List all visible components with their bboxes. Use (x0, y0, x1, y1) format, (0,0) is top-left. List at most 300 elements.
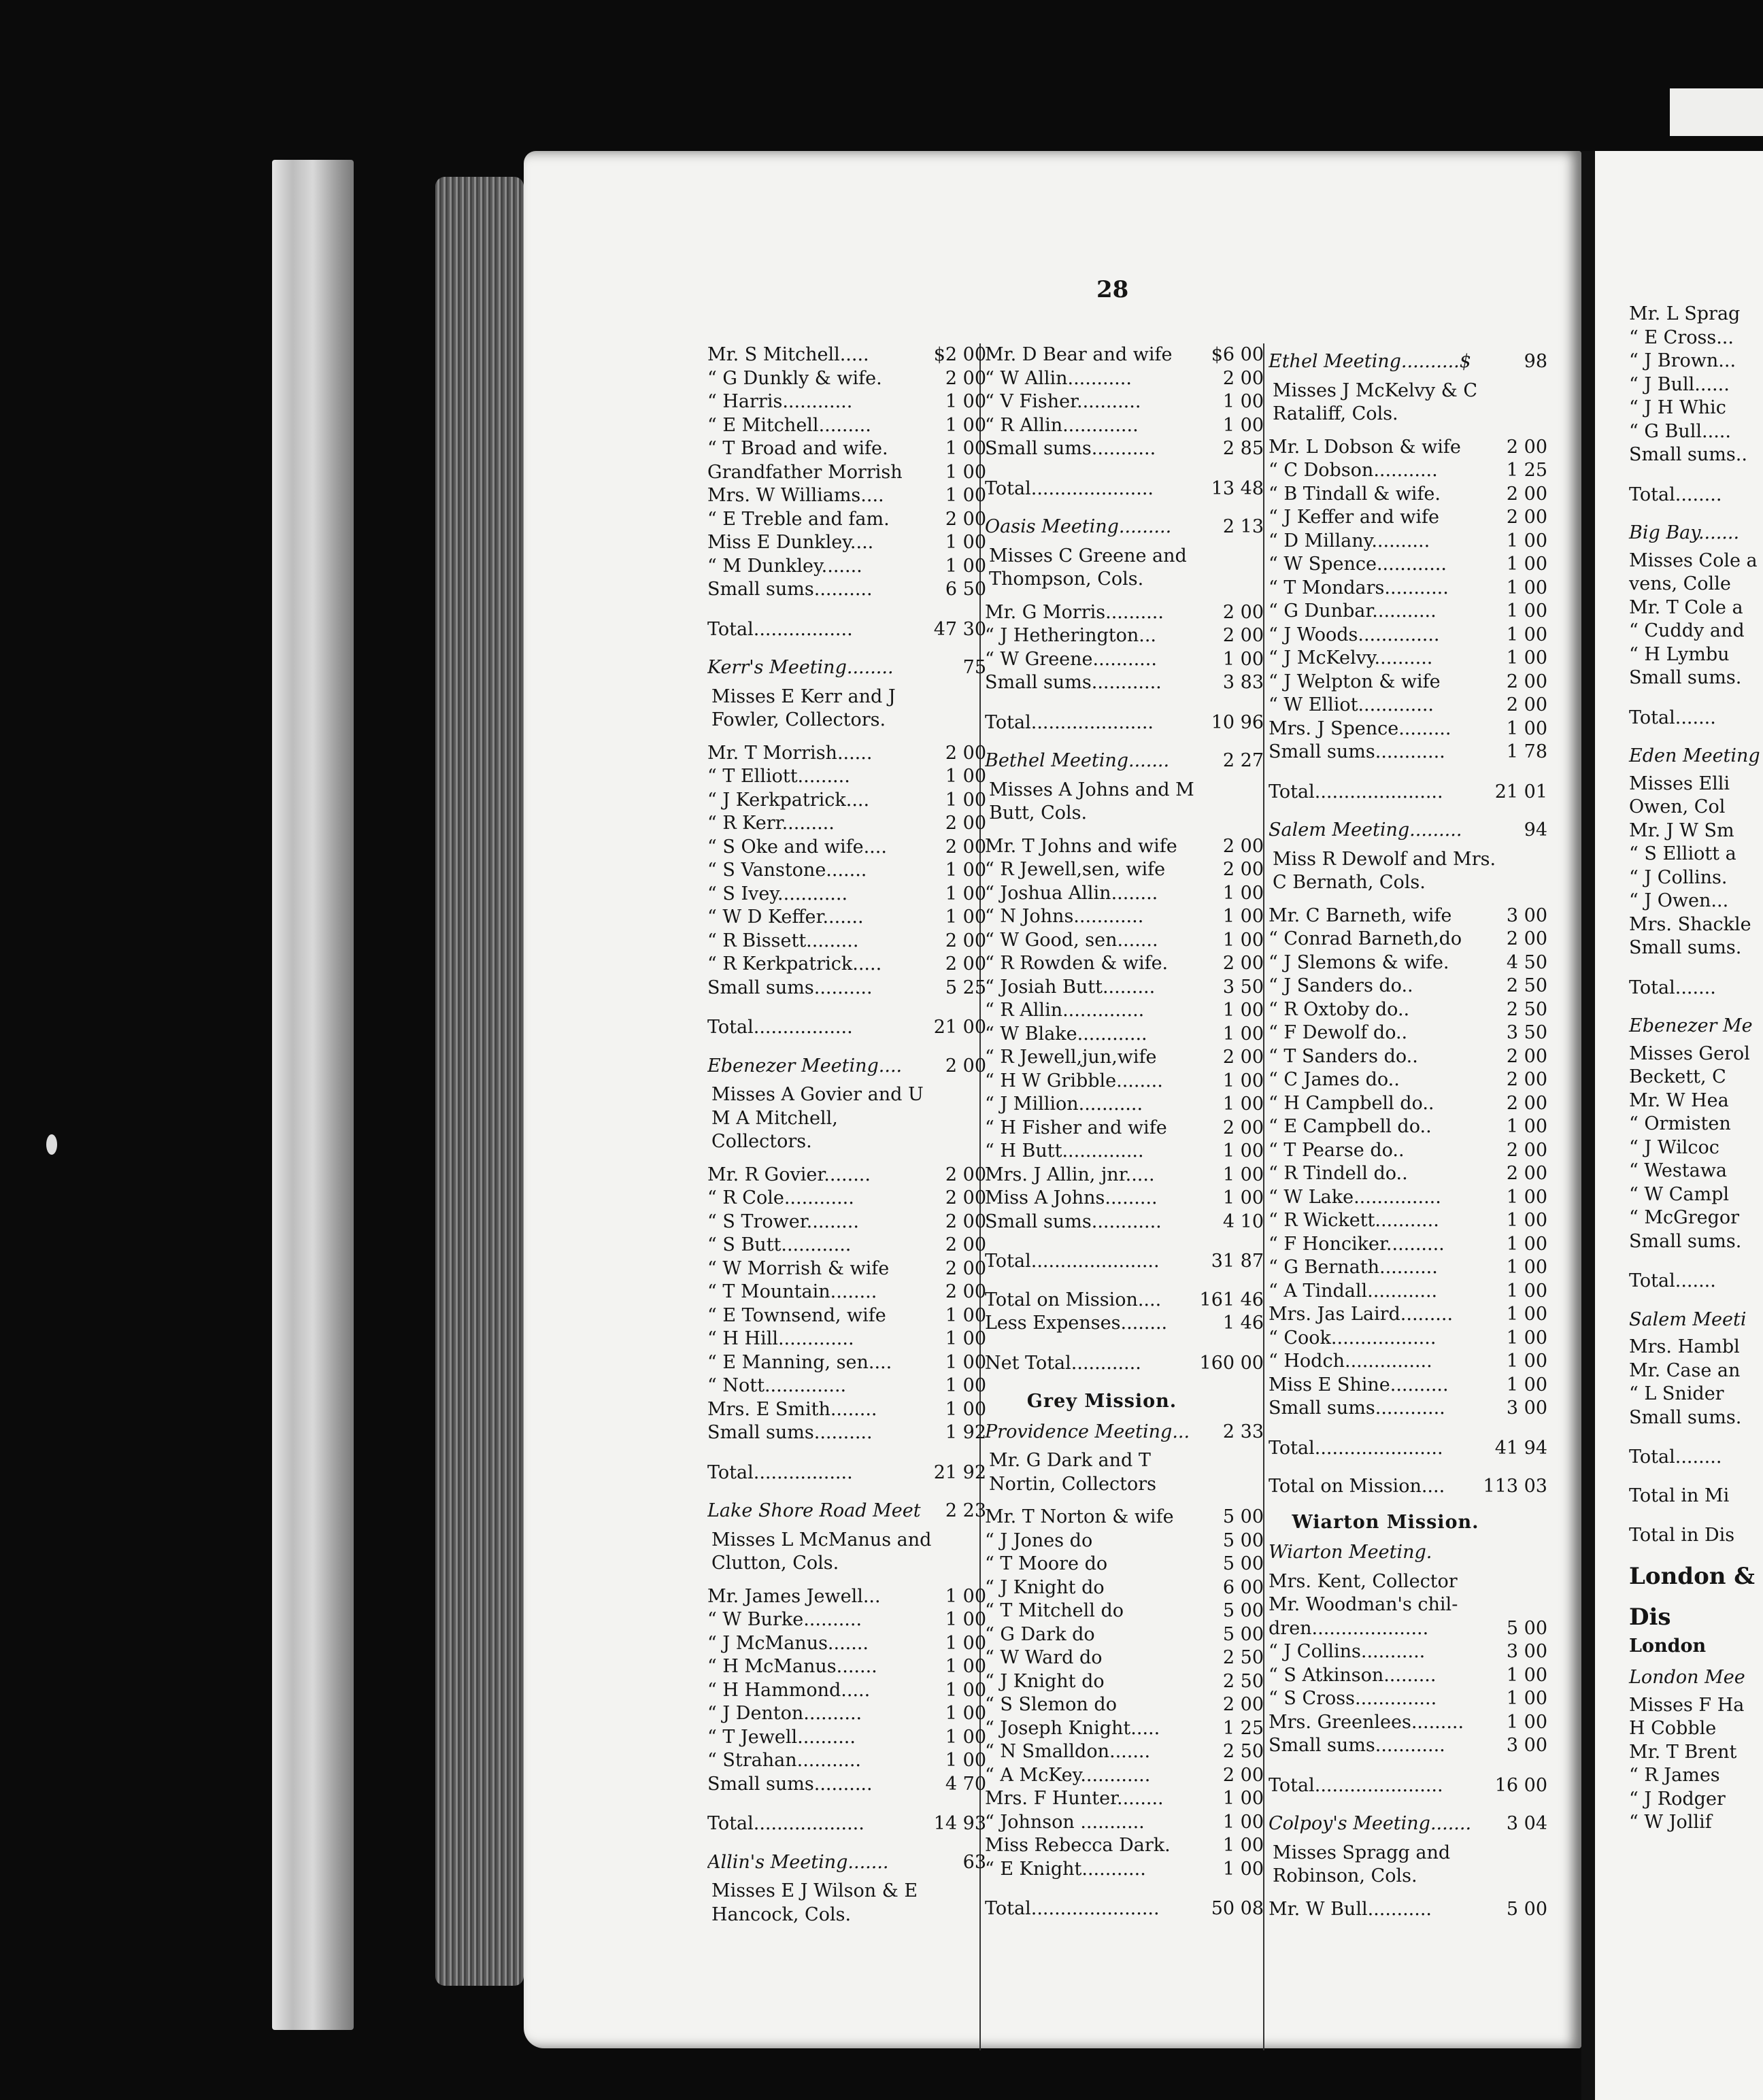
fragment-line: “ J Collins. (1629, 866, 1728, 888)
entry-amount: 1 00 (1506, 1327, 1547, 1349)
entry-name: “ J Knight do (985, 1576, 1105, 1598)
ledger-note (985, 1449, 1264, 1496)
entry-amount: 1 00 (1506, 1374, 1547, 1395)
entry-name: “ W Spence............ (1269, 554, 1447, 575)
ledger-column-1 (707, 343, 986, 1936)
entry-amount: 1 00 (945, 438, 986, 459)
fragment-line: London Mee (1629, 1667, 1745, 1688)
ledger-total (707, 1461, 986, 1485)
ledger-entry (707, 906, 986, 930)
ledger-entry (1269, 1115, 1547, 1139)
entry-amount: 1 00 (945, 1726, 986, 1748)
entry-amount: 21 00 (933, 1017, 986, 1038)
entry-name: Mrs. W Williams.... (707, 485, 884, 506)
entry-name: Ebenezer Meeting.... (707, 1055, 903, 1077)
ledger-entry (707, 1281, 986, 1304)
ledger-entry (985, 1117, 1264, 1140)
ledger-entry (1269, 1162, 1547, 1186)
entry-amount: 1 00 (1222, 1094, 1264, 1115)
ledger-entry (985, 648, 1264, 672)
entry-name: Mr. D Bear and wife (985, 344, 1173, 365)
entry-amount: 2 00 (945, 1187, 986, 1208)
fragment-line: Dis (1629, 1603, 1671, 1631)
ledger-entry (707, 1398, 986, 1422)
entry-name: “ H McManus....... (707, 1656, 877, 1677)
entry-name: “ R Allin.............. (985, 1000, 1145, 1021)
ledger-entry (985, 1289, 1264, 1312)
entry-amount (1219, 1390, 1264, 1414)
ledger-total (707, 1812, 986, 1836)
entry-name: “ R Jewell,jun,wife (985, 1047, 1157, 1068)
entry-amount: 1 00 (1506, 530, 1547, 552)
entry-amount: 2 00 (1506, 1163, 1547, 1184)
entry-name: “ J Million........... (985, 1094, 1143, 1115)
entry-name: “ G Bernath.......... (1269, 1257, 1438, 1278)
ledger-head (707, 1055, 986, 1079)
entry-amount: 113 03 (1483, 1476, 1547, 1497)
entry-name: Small sums............ (1269, 1735, 1445, 1756)
entry-name: Mr. James Jewell... (707, 1585, 881, 1607)
entry-amount: 2 00 (945, 930, 986, 951)
ledger-note (1269, 1842, 1547, 1889)
ledger-entry (707, 1679, 986, 1703)
entry-name: Total...................... (1269, 1437, 1443, 1459)
entry-amount: 2 00 (1222, 953, 1264, 974)
ledger-entry (707, 765, 986, 789)
entry-amount: 2 00 (1506, 483, 1547, 505)
entry-name: Misses Spragg and Robinson, Cols. (1273, 1842, 1451, 1886)
ledger-entry (985, 1164, 1264, 1187)
entry-name: Miss R Dewolf and Mrs. C Bernath, Cols. (1273, 848, 1496, 893)
fragment-line: Small sums. (1629, 1230, 1742, 1252)
entry-name: “ R Kerr......... (707, 813, 835, 834)
ledger-entry (707, 390, 986, 414)
entry-name: Grey Mission. (1026, 1391, 1177, 1412)
fragment-line: Mr. Case an (1629, 1359, 1741, 1381)
fragment-line: “ Westawa (1629, 1160, 1727, 1181)
entry-amount: 1 00 (1222, 391, 1264, 412)
entry-name: Misses A Govier and U M A Mitchell, Collectors. (711, 1084, 924, 1152)
entry-name: “ S Butt............ (707, 1234, 852, 1255)
entry-name: Small sums............ (1269, 741, 1445, 762)
entry-name: “ J Welpton & wife (1269, 671, 1441, 692)
entry-amount: 2 00 (1506, 694, 1547, 715)
entry-amount: 2 00 (1506, 1139, 1547, 1161)
entry-amount: 2 00 (945, 367, 986, 389)
fragment-line: “ McGregor (1629, 1207, 1740, 1228)
entry-amount (941, 1083, 986, 1154)
ledger-entry (1269, 741, 1547, 764)
fragment-line: Salem Meeti (1629, 1308, 1747, 1330)
entry-name: “ J McManus....... (707, 1632, 869, 1654)
ledger-head (707, 1851, 986, 1875)
fragment-line: Beckett, C (1629, 1066, 1726, 1087)
entry-name: “ T Mountain........ (707, 1281, 877, 1302)
entry-amount: 1 00 (1506, 1280, 1547, 1302)
page-gutter (1581, 151, 1595, 2100)
entry-amount: 5 00 (1222, 1529, 1264, 1551)
ledger-head (1269, 819, 1547, 843)
ledger-entry (985, 367, 1264, 391)
entry-amount: 2 13 (1222, 516, 1264, 537)
ledger-entry (985, 1093, 1264, 1117)
entry-amount (1502, 1570, 1547, 1594)
ledger-entry (707, 1632, 986, 1656)
entry-name: Mr. G Dark and T Nortin, Collectors (989, 1450, 1156, 1495)
fragment-line: Small sums. (1629, 937, 1742, 958)
ledger-head (1269, 1541, 1547, 1565)
ledger-entry (985, 1046, 1264, 1070)
entry-amount (1219, 545, 1264, 592)
entry-name: “ V Fisher........... (985, 391, 1141, 412)
entry-amount: 1 00 (945, 860, 986, 881)
ledger-entry (985, 1599, 1264, 1623)
entry-amount: 1 00 (1506, 600, 1547, 622)
entry-name: Oasis Meeting......... (985, 516, 1172, 537)
entry-name: Wiarton Meeting. (1269, 1542, 1432, 1563)
entry-name: Mr. G Morris.......... (985, 601, 1164, 623)
ledger-entry (1269, 1350, 1547, 1374)
entry-amount (1502, 848, 1547, 895)
ledger-column-3 (1269, 343, 1547, 1921)
ledger-entry (1269, 1092, 1547, 1116)
fragment-line: Total in Mi (1629, 1485, 1730, 1506)
ledger-head (1269, 1812, 1547, 1836)
entry-name: Small sums............ (985, 672, 1162, 693)
entry-name: “ A Tindall............ (1269, 1280, 1438, 1302)
ledger-entry (985, 1506, 1264, 1529)
entry-amount: 2 00 (1222, 835, 1264, 857)
entry-amount: 10 96 (1211, 711, 1264, 733)
entry-amount: 1 00 (945, 1585, 986, 1607)
ledger-entry (1269, 600, 1547, 624)
entry-name: “ A McKey............ (985, 1764, 1151, 1786)
entry-name: “ J Jones do (985, 1529, 1093, 1551)
entry-amount: 2 50 (1506, 998, 1547, 1020)
entry-amount: 161 46 (1199, 1289, 1264, 1310)
entry-name: Miss Rebecca Dark. (985, 1835, 1171, 1856)
fragment-line: Total........ (1629, 484, 1722, 505)
entry-name: “ W Ward do (985, 1647, 1103, 1668)
ledger-entry (707, 977, 986, 1000)
entry-name: Total...................... (1269, 781, 1443, 802)
ledger-entry (707, 789, 986, 813)
entry-amount: 1 00 (945, 532, 986, 553)
right-page-fragment (1629, 303, 1763, 1835)
ledger-entry (1269, 694, 1547, 717)
fragment-line: Eden Meeting (1629, 745, 1760, 766)
entry-amount: 1 00 (1506, 647, 1547, 668)
entry-name: Small sums.......... (707, 977, 873, 998)
entry-amount: 1 00 (1222, 1140, 1264, 1162)
fragment-line: Misses Gerol (1629, 1043, 1750, 1064)
entry-name: “ W Burke.......... (707, 1609, 862, 1630)
entry-name: Mrs. F Hunter........ (985, 1788, 1164, 1809)
fragment-line: “ R James (1629, 1765, 1720, 1786)
ledger-entry (1269, 1209, 1547, 1233)
ledger-entry (985, 624, 1264, 648)
ledger-entry (1269, 1711, 1547, 1735)
fragment-line: “ J H Whic (1629, 397, 1726, 418)
ledger-entry (985, 1670, 1264, 1694)
entry-name: “ S Trower......... (707, 1210, 859, 1232)
fragment-line: Mr. T Cole a (1629, 596, 1743, 618)
entry-name: “ S Slemon do (985, 1694, 1117, 1715)
ledger-entry (707, 578, 986, 602)
entry-amount: 2 00 (1506, 928, 1547, 949)
entry-name: “ Harris............ (707, 391, 853, 412)
entry-name: “ Cook.................. (1269, 1327, 1437, 1349)
entry-amount (1502, 379, 1547, 426)
entry-name: Total................. (707, 1017, 853, 1038)
ledger-entry (1269, 1280, 1547, 1304)
entry-amount: 1 00 (1222, 648, 1264, 670)
entry-name: “ S Oke and wife.... (707, 836, 887, 858)
fragment-line: “ J Brown... (1629, 350, 1736, 371)
ledger-entry (985, 671, 1264, 695)
entry-amount: 1 00 (945, 1304, 986, 1326)
ledger-entry (985, 1187, 1264, 1210)
entry-name: Net Total............ (985, 1352, 1141, 1374)
entry-amount: 1 00 (1222, 1788, 1264, 1809)
entry-name: “ E Knight........... (985, 1858, 1146, 1880)
ledger-entry (1269, 1045, 1547, 1069)
entry-amount: 1 00 (945, 1375, 986, 1396)
ledger-entry (985, 952, 1264, 976)
entry-name: “ E Mitchell......... (707, 414, 871, 436)
entry-name: Lake Shore Road Meet (707, 1500, 921, 1521)
entry-amount: 1 00 (945, 766, 986, 787)
entry-amount: 75 (962, 657, 986, 678)
ledger-mission (1269, 1511, 1547, 1535)
entry-name: “ T Moore do (985, 1553, 1108, 1574)
entry-amount: $2 00 (933, 344, 986, 365)
entry-amount: 1 00 (1506, 717, 1547, 739)
entry-amount: $6 00 (1211, 344, 1264, 365)
ledger-entry (985, 1764, 1264, 1788)
entry-name: Total...................... (985, 1251, 1160, 1272)
ledger-entry (985, 1740, 1264, 1764)
entry-name: “ W Good, sen....... (985, 929, 1158, 951)
ledger-entry (985, 882, 1264, 906)
entry-name: “ Johnson ........... (985, 1811, 1145, 1833)
entry-name: Mr. R Govier........ (707, 1164, 871, 1185)
entry-name: Total on Mission.... (985, 1289, 1162, 1310)
entry-name: “ G Dunbar........... (1269, 600, 1437, 622)
fragment-line: Ebenezer Me (1629, 1015, 1753, 1036)
entry-amount (1219, 779, 1264, 826)
entry-name: “ J Slemons & wife. (1269, 951, 1449, 973)
ledger-entry (707, 1773, 986, 1797)
entry-name: Small sums............ (985, 1210, 1162, 1232)
entry-name: “ R Tindell do.. (1269, 1163, 1408, 1184)
entry-amount: 5 00 (1222, 1506, 1264, 1527)
entry-name: “ T Sanders do.. (1269, 1045, 1418, 1067)
ledger-entry (1269, 1475, 1547, 1499)
entry-amount: 1 00 (1506, 577, 1547, 598)
entry-name: Mrs. E Smith........ (707, 1398, 877, 1420)
entry-name: Total...................... (1269, 1774, 1443, 1796)
entry-name: Mr. Woodman's chil- (1269, 1594, 1458, 1615)
ledger-entry (985, 414, 1264, 438)
fragment-line: Total....... (1629, 977, 1716, 998)
entry-amount: 2 00 (1222, 601, 1264, 623)
ledger-entry (707, 484, 986, 508)
entry-name: “ R Rowden & wife. (985, 953, 1169, 974)
entry-amount: 1 00 (1222, 1023, 1264, 1045)
entry-name: “ S Cross.............. (1269, 1688, 1437, 1709)
ledger-entry (985, 1858, 1264, 1882)
entry-amount: 1 00 (945, 1703, 986, 1724)
entry-amount: 2 00 (945, 1234, 986, 1255)
entry-amount: 1 00 (945, 1656, 986, 1677)
entry-amount: 50 08 (1211, 1898, 1264, 1919)
entry-name: “ J Denton.......... (707, 1703, 862, 1724)
ledger-total (985, 1352, 1264, 1376)
entry-amount: 2 00 (1506, 436, 1547, 458)
entry-amount: 2 00 (945, 1281, 986, 1302)
entry-amount: 2 00 (945, 1257, 986, 1279)
ledger-entry (1269, 1687, 1547, 1711)
ledger-mission (985, 1390, 1264, 1414)
entry-name: “ B Tindall & wife. (1269, 483, 1441, 505)
fragment-line: “ E Cross... (1629, 326, 1734, 348)
ledger-total (985, 711, 1264, 735)
ledger-entry (1269, 647, 1547, 671)
fragment-line: Total in Dis (1629, 1525, 1735, 1546)
entry-name: Mrs. Kent, Collector (1269, 1570, 1458, 1592)
entry-amount (1502, 1511, 1547, 1535)
dust-speck (46, 1134, 57, 1155)
entry-name: Mrs. J Spence......... (1269, 717, 1451, 739)
entry-amount: 160 00 (1199, 1352, 1264, 1374)
entry-name: Mr. W Bull........... (1269, 1898, 1432, 1920)
ledger-entry (1269, 436, 1547, 460)
entry-amount (941, 1880, 986, 1927)
entry-amount: 2 00 (1222, 1047, 1264, 1068)
page-block (435, 177, 524, 1986)
ledger-total (985, 1250, 1264, 1274)
ledger-total (707, 1016, 986, 1040)
ledger-entry (707, 836, 986, 860)
entry-name: Total................. (707, 618, 853, 640)
entry-amount: 1 00 (945, 1398, 986, 1420)
entry-name: Providence Meeting... (985, 1421, 1190, 1442)
entry-name: Small sums.......... (707, 579, 873, 600)
fragment-line: Small sums. (1629, 1406, 1742, 1428)
entry-name: “ W D Keffer....... (707, 907, 864, 928)
entry-amount: 1 00 (945, 1351, 986, 1373)
entry-name: Mr. T Norton & wife (985, 1506, 1174, 1527)
entry-amount: 5 00 (1222, 1600, 1264, 1621)
entry-name: Kerr's Meeting........ (707, 657, 894, 678)
ledger-entry (707, 812, 986, 836)
entry-name: “ J McKelvy.......... (1269, 647, 1433, 668)
ledger-entry (985, 976, 1264, 1000)
fragment-line: “ S Elliott a (1629, 843, 1736, 864)
entry-amount: 14 93 (933, 1813, 986, 1834)
entry-name: Total................... (707, 1813, 864, 1834)
entry-name: Misses E Kerr and J Fowler, Collectors. (711, 685, 896, 730)
ledger-entry (985, 1210, 1264, 1234)
fragment-line: H Cobble (1629, 1718, 1717, 1739)
ledger-entry (985, 1834, 1264, 1858)
entry-name: “ Hodch............... (1269, 1351, 1432, 1372)
ledger-entry (707, 1351, 986, 1375)
entry-amount: 1 00 (945, 414, 986, 436)
entry-name: “ R Jewell,sen, wife (985, 859, 1166, 880)
entry-amount: 1 00 (945, 1328, 986, 1349)
fragment-line: Mr. W Hea (1629, 1089, 1729, 1111)
ledger-entry (1269, 1068, 1547, 1092)
ledger-entry (985, 1693, 1264, 1717)
ledger-entry (1269, 1303, 1547, 1327)
ledger-entry (985, 929, 1264, 953)
entry-amount: 2 50 (1506, 975, 1547, 996)
entry-name: “ W Morrish & wife (707, 1257, 890, 1279)
ledger-entry (985, 1717, 1264, 1741)
ledger-entry (1269, 1256, 1547, 1280)
entry-amount: 2 00 (1506, 507, 1547, 528)
fragment-line: Mrs. Hambl (1629, 1336, 1740, 1357)
entry-amount: 1 00 (1222, 1070, 1264, 1091)
ledger-entry (985, 1811, 1264, 1835)
ledger-total (985, 477, 1264, 501)
ledger-entry (1269, 530, 1547, 554)
entry-amount (1502, 1541, 1547, 1565)
entry-amount: 21 01 (1494, 781, 1547, 802)
entry-amount: 1 00 (1506, 1664, 1547, 1686)
ledger-entry (1269, 1327, 1547, 1351)
entry-amount: 1 00 (1222, 1811, 1264, 1833)
ledger-entry (707, 1164, 986, 1187)
fragment-line: “ W Jollif (1629, 1812, 1712, 1833)
ledger-entry (985, 858, 1264, 882)
ledger-entry (1269, 506, 1547, 530)
ledger-entry (1269, 1593, 1547, 1617)
ledger-entry (985, 390, 1264, 414)
next-page-corner (1670, 88, 1763, 136)
entry-name: Bethel Meeting....... (985, 750, 1170, 771)
entry-amount (1219, 1449, 1264, 1496)
entry-name: “ W Lake............... (1269, 1186, 1441, 1208)
ledger-note (707, 1880, 986, 1927)
ledger-head (985, 515, 1264, 539)
entry-amount: 1 25 (1222, 1717, 1264, 1739)
entry-amount: 1 00 (1506, 554, 1547, 575)
ledger-entry (707, 883, 986, 907)
ledger-entry (1269, 1374, 1547, 1398)
ledger-entry (707, 1304, 986, 1328)
entry-name: Miss E Shine.......... (1269, 1374, 1449, 1395)
entry-amount: 2 00 (945, 813, 986, 834)
entry-name: Misses E J Wilson & E Hancock, Cols. (711, 1880, 918, 1925)
ledger-entry (985, 343, 1264, 367)
fragment-line: “ J Wilcoc (1629, 1136, 1719, 1158)
entry-amount: 1 00 (1222, 1835, 1264, 1856)
ledger-entry (707, 1257, 986, 1281)
entry-amount: 63 (962, 1851, 986, 1873)
entry-name: Mr. T Johns and wife (985, 835, 1177, 857)
entry-name: “ J Knight do (985, 1670, 1105, 1692)
ledger-note (985, 779, 1264, 826)
entry-name: dren.................... (1269, 1617, 1429, 1639)
ledger-entry (985, 437, 1264, 461)
book-edge (272, 160, 354, 2030)
entry-amount: 4 70 (945, 1773, 986, 1795)
entry-name: “ W Blake............ (985, 1023, 1147, 1045)
entry-amount: 2 00 (945, 836, 986, 858)
